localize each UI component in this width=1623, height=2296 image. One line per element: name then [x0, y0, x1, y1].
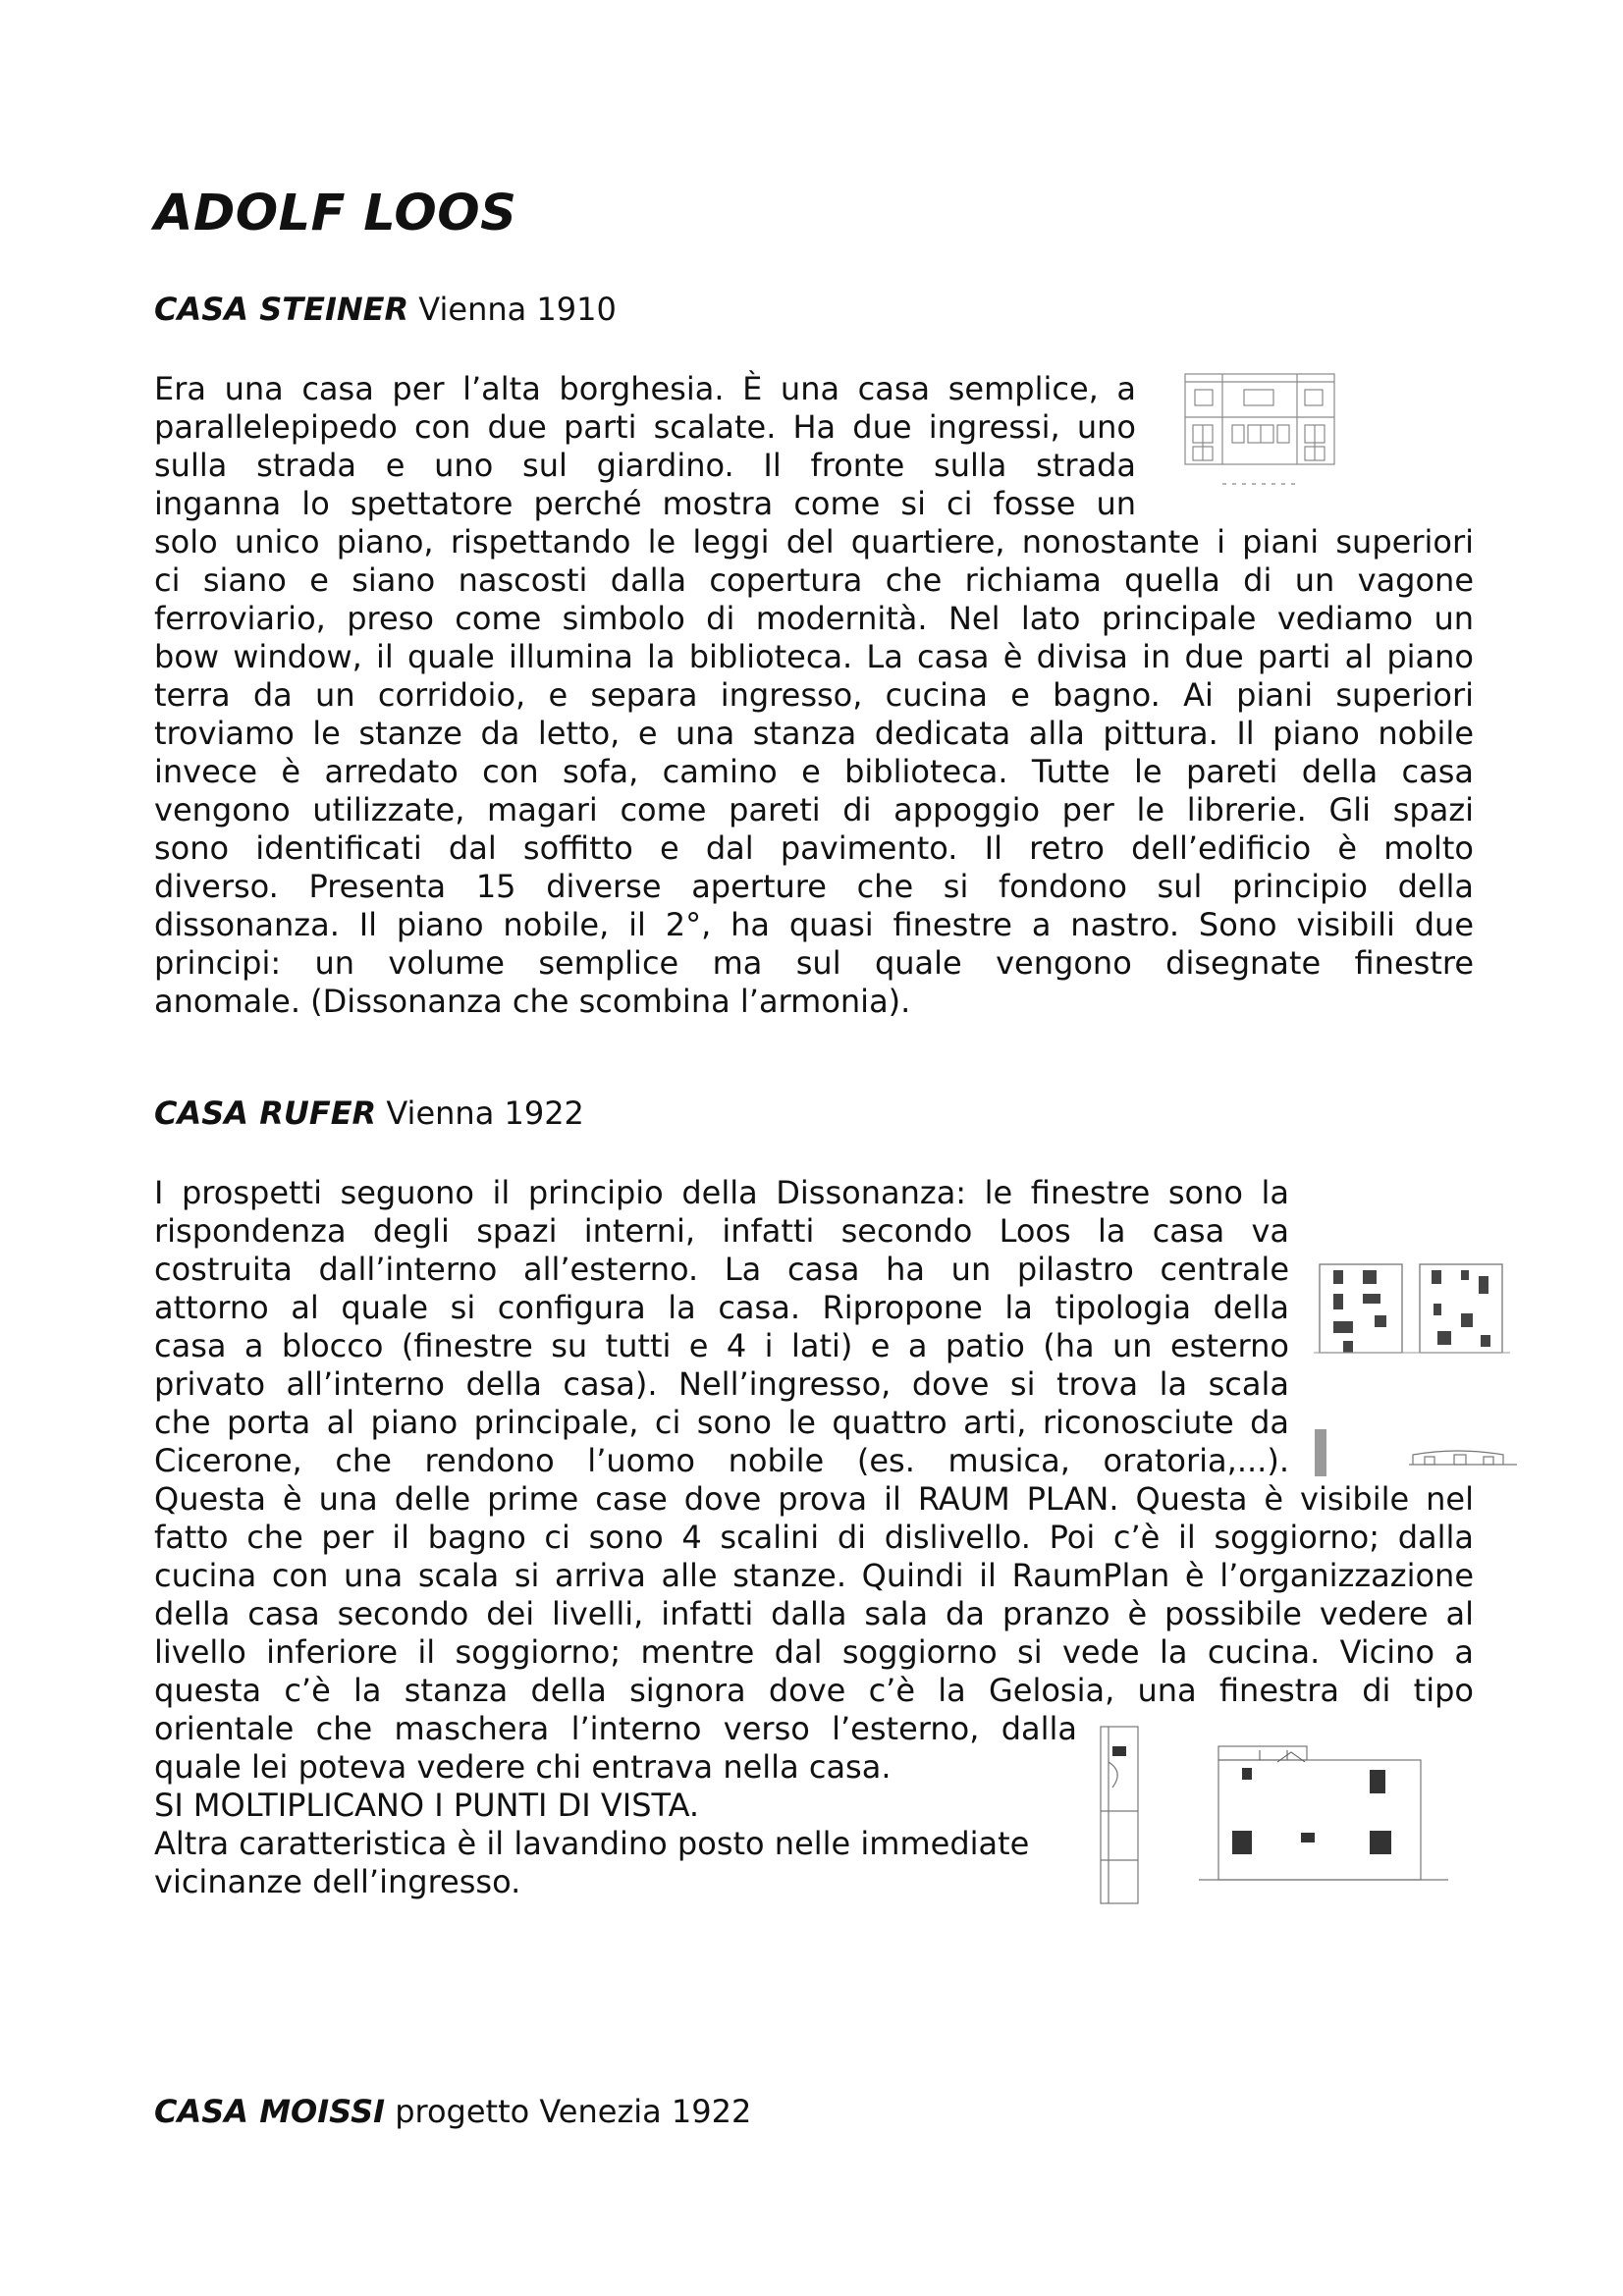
text-line: rispondenza degli spazi interni, infatti secondo Loos la casa va — [154, 1212, 1289, 1250]
text-line: privato all’interno della casa). Nell’ingresso, dove si trova la scala — [154, 1365, 1289, 1403]
text-line: dissonanza. Il piano nobile, il 2°, ha quasi finestre a nastro. Sono visibili due — [154, 906, 1474, 943]
text-line: anomale. (Dissonanza che scombina l’armonia). — [154, 983, 911, 1020]
section-name: CASA STEINER — [154, 291, 409, 328]
text-line: sono identificati dal soffitto e dal pavimento. Il retro dell’edificio è molto — [154, 829, 1474, 867]
text-line: ci siano e siano nascosti dalla copertura che richiama quella di un vagone — [154, 561, 1474, 599]
text-line: livello inferiore il soggiorno; mentre dal soggiorno si vede la cucina. Vicino a — [154, 1633, 1474, 1671]
text-line: Cicerone, che rendono l’uomo nobile (es. musica, oratoria,...). — [154, 1442, 1289, 1479]
text-line: ferroviario, preso come simbolo di modernità. Nel lato principale vediamo un — [154, 600, 1474, 637]
section-name: CASA RUFER — [154, 1095, 377, 1132]
text-line: principi: un volume semplice ma sul quale vengono disegnate finestre — [154, 944, 1474, 982]
section-heading-moissi — [154, 2093, 751, 2130]
text-line: della casa secondo dei livelli, infatti dalla sala da pranzo è possibile vedere al — [154, 1595, 1474, 1632]
text-line: invece è arredato con sofa, camino e biblioteca. Tutte le pareti della casa — [154, 753, 1474, 790]
text-line: cucina con una scala si arriva alle stanze. Quindi il RaumPlan è l’organizzazione — [154, 1557, 1474, 1594]
steiner-facade-drawing — [1183, 368, 1340, 488]
text-line: quale lei poteva vedere chi entrava nella casa. — [154, 1748, 892, 1786]
text-line: costruita dall’interno all’esterno. La casa ha un pilastro centrale — [154, 1251, 1289, 1288]
section-subtitle: Vienna 1922 — [376, 1095, 584, 1132]
text-line: inganna lo spettatore perché mostra come si ci fosse un — [154, 485, 1136, 522]
text-line: parallelepipedo con due parti scalate. Ha due ingressi, uno — [154, 408, 1136, 446]
page-title: ADOLF LOOS — [154, 185, 517, 242]
text-line: vengono utilizzate, magari come pareti di appoggio per le librerie. Gli spazi — [154, 791, 1474, 828]
section-heading-rufer — [154, 1095, 584, 1132]
text-line: I prospetti seguono il principio della Dissonanza: le finestre sono la — [154, 1174, 1289, 1211]
text-line: questa c’è la stanza della signora dove c’è la Gelosia, una finestra di tipo — [154, 1672, 1474, 1709]
text-line: Questa è una delle prime case dove prova il RAUM PLAN. Questa è visibile nel — [154, 1480, 1474, 1518]
text-line: terra da un corridoio, e separa ingresso, cucina e bagno. Ai piani superiori — [154, 676, 1474, 714]
text-line: solo unico piano, rispettando le leggi del quartiere, nonostante i piani superiori — [154, 523, 1474, 561]
text-line: attorno al quale si configura la casa. Ripropone la tipologia della — [154, 1289, 1289, 1326]
text-line: vicinanze dell’ingresso. — [154, 1863, 521, 1900]
rufer-section-drawing — [1311, 1425, 1517, 1476]
section-subtitle: progetto Venezia 1922 — [385, 2093, 752, 2130]
rufer-plan-elevation-drawing — [1095, 1723, 1468, 1909]
text-line: che porta al piano principale, ci sono le quattro arti, riconosciute da — [154, 1404, 1289, 1441]
text-line: SI MOLTIPLICANO I PUNTI DI VISTA. — [154, 1787, 700, 1824]
text-line: casa a blocco (finestre su tutti e 4 i lati) e a patio (ha un esterno — [154, 1327, 1289, 1364]
text-line: bow window, il quale illumina la biblioteca. La casa è divisa in due parti al piano — [154, 638, 1474, 675]
section-heading-steiner — [154, 291, 617, 328]
text-line: troviamo le stanze da letto, e una stanza dedicata alla pittura. Il piano nobile — [154, 715, 1474, 752]
text-line: Altra caratteristica è il lavandino posto nelle immediate — [154, 1825, 1030, 1862]
text-line: diverso. Presenta 15 diverse aperture che si fondono sul principio della — [154, 868, 1474, 905]
text-line: fatto che per il bagno ci sono 4 scalini di dislivello. Poi c’è il soggiorno; dalla — [154, 1519, 1474, 1556]
section-subtitle: Vienna 1910 — [408, 291, 617, 328]
text-line: orientale che maschera l’interno verso l’esterno, dalla — [154, 1710, 1077, 1747]
section-name: CASA MOISSI — [154, 2093, 386, 2130]
text-line: sulla strada e uno sul giardino. Il fronte sulla strada — [154, 447, 1136, 484]
rufer-elevations-drawing — [1314, 1256, 1510, 1366]
text-line: Era una casa per l’alta borghesia. È una casa semplice, a — [154, 370, 1136, 407]
